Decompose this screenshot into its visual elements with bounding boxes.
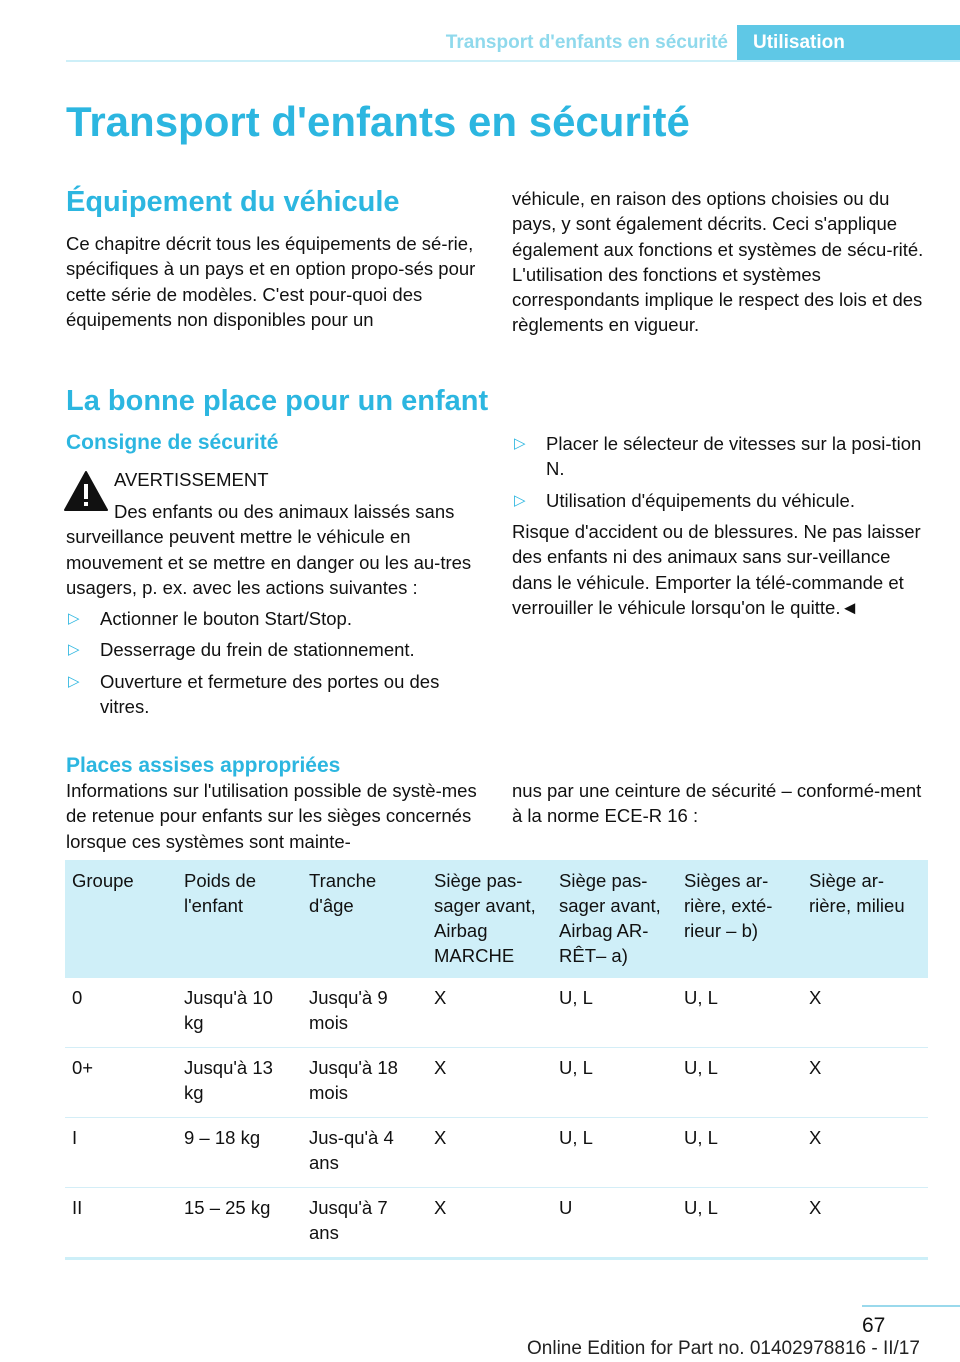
table-cell: X xyxy=(427,1188,552,1259)
equipment-text-right: véhicule, en raison des options choisies ou du pays, y sont également décrits. Ceci s'applique également aux fonctions et systèmes de sécu-rité. L'utilisation des fonctions et systèmes correspondants implique le respect des lois et des règlements en vigueur. xyxy=(512,188,924,336)
table-cell: U, L xyxy=(677,1048,802,1118)
list-item xyxy=(512,431,932,482)
table-cell: U, L xyxy=(552,978,677,1048)
list-item-text: Actionner le bouton Start/Stop. xyxy=(100,608,352,629)
table-cell: X xyxy=(802,978,928,1048)
subheading-safety: Consigne de sécurité xyxy=(66,431,279,454)
table-cell: U, L xyxy=(552,1048,677,1118)
column-header-rear-outer: Sièges ar-rière, exté-rieur – b) xyxy=(677,860,802,978)
warning-bullets-right xyxy=(512,431,932,519)
table-cell: X xyxy=(802,1118,928,1188)
section-heading-equipment: Équipement du véhicule xyxy=(66,186,400,218)
list-item-text: Utilisation d'équipements du véhicule. xyxy=(546,489,855,511)
table-cell: Jus-qu'à 4 ans xyxy=(302,1118,427,1188)
table-cell: Jusqu'à 7 ans xyxy=(302,1188,427,1259)
page-number-rule xyxy=(862,1305,960,1307)
list-item xyxy=(66,606,482,631)
section-heading-right-place: La bonne place pour un enfant xyxy=(66,385,489,417)
equipment-text-left: Ce chapitre décrit tous les équipements de sé-rie, spécifiques à un pays et en option propo-sés pour cette série de modèles. C'est pour-quoi des équipements non disponibles pour un xyxy=(66,233,476,330)
list-item xyxy=(512,488,932,513)
bullet-triangle-icon: ▷ xyxy=(68,641,80,659)
page-title: Transport d'enfants en sécurité xyxy=(66,98,690,145)
child-seat-table xyxy=(65,860,928,1260)
running-header-chapter-tab: Utilisation xyxy=(737,25,960,61)
table-cell: 0 xyxy=(65,978,177,1048)
column-header-group: Groupe xyxy=(65,860,177,978)
table-cell: Jusqu'à 13 kg xyxy=(177,1048,302,1118)
list-item-text: Desserrage du frein de stationnement. xyxy=(100,639,415,661)
table-cell: U, L xyxy=(677,1118,802,1188)
warning-label: AVERTISSEMENT xyxy=(114,469,269,490)
table-cell: X xyxy=(802,1048,928,1118)
table-cell: 0+ xyxy=(65,1048,177,1118)
bullet-triangle-icon: ▷ xyxy=(514,491,526,509)
list-item xyxy=(66,637,482,662)
table-cell: Jusqu'à 18 mois xyxy=(302,1048,427,1118)
bullet-triangle-icon: ▷ xyxy=(68,610,80,627)
seats-text-left: Informations sur l'utilisation possible de systè-mes de retenue pour enfants sur les sièges concernés lorsque ces systèmes sont mainte- xyxy=(66,780,477,852)
table-cell: U, L xyxy=(552,1118,677,1188)
column-header-age: Tranche d'âge xyxy=(302,860,427,978)
table-row xyxy=(65,978,928,1048)
table-cell: X xyxy=(427,1118,552,1188)
edition-footer: Online Edition for Part no. 01402978816 - II/17 xyxy=(527,1338,920,1359)
warning-bullets-left xyxy=(66,606,482,725)
table-cell: II xyxy=(65,1188,177,1259)
bullet-triangle-icon: ▷ xyxy=(514,435,526,452)
table-row xyxy=(65,1118,928,1188)
page-number: 67 xyxy=(862,1314,886,1337)
table-row xyxy=(65,1188,928,1259)
table-cell: 9 – 18 kg xyxy=(177,1118,302,1188)
column-header-rear-middle: Siège ar-rière, milieu xyxy=(802,860,928,978)
seats-text-right: nus par une ceinture de sécurité – conformé-ment à la norme ECE-R 16 : xyxy=(512,780,922,827)
column-header-front-airbag-off: Siège pas-sager avant, Airbag AR-RÊT– a) xyxy=(552,860,677,978)
list-item xyxy=(66,669,482,720)
table-row xyxy=(65,1048,928,1118)
column-header-front-airbag-on: Siège pas-sager avant, Airbag MARCHE xyxy=(427,860,552,978)
table-cell: 15 – 25 kg xyxy=(177,1188,302,1259)
table-cell: U, L xyxy=(677,978,802,1048)
list-item-text: Placer le sélecteur de vitesses sur la posi-tion N. xyxy=(546,433,922,480)
column-header-weight: Poids de l'enfant xyxy=(177,860,302,978)
table-cell: Jusqu'à 9 mois xyxy=(302,978,427,1048)
table-cell: Jusqu'à 10 kg xyxy=(177,978,302,1048)
header-divider xyxy=(66,60,960,62)
table-cell: X xyxy=(427,978,552,1048)
table-cell: X xyxy=(802,1188,928,1259)
table-cell: X xyxy=(427,1048,552,1118)
table-cell: I xyxy=(65,1118,177,1188)
warning-text: Des enfants ou des animaux laissés sans surveillance peuvent mettre le véhicule en mouvement et se mettre en danger ou les au-tres usagers, p. ex. avec les actions suivantes : xyxy=(66,501,472,598)
running-header-section: Transport d'enfants en sécurité xyxy=(445,32,728,53)
table-cell: U, L xyxy=(677,1188,802,1259)
subheading-seats: Places assises appropriées xyxy=(66,754,341,777)
warning-closing-text: Risque d'accident ou de blessures. Ne pas laisser des enfants ni des animaux sans sur-veillance dans le véhicule. Emporter la télé-commande et verrouiller le véhicule lorsqu'on le quitte.◄ xyxy=(512,521,921,618)
list-item-text: Ouverture et fermeture des portes ou des vitres. xyxy=(100,670,440,717)
table-cell: U xyxy=(552,1188,677,1259)
table-header-row xyxy=(65,860,928,978)
bullet-triangle-icon: ▷ xyxy=(68,672,80,690)
